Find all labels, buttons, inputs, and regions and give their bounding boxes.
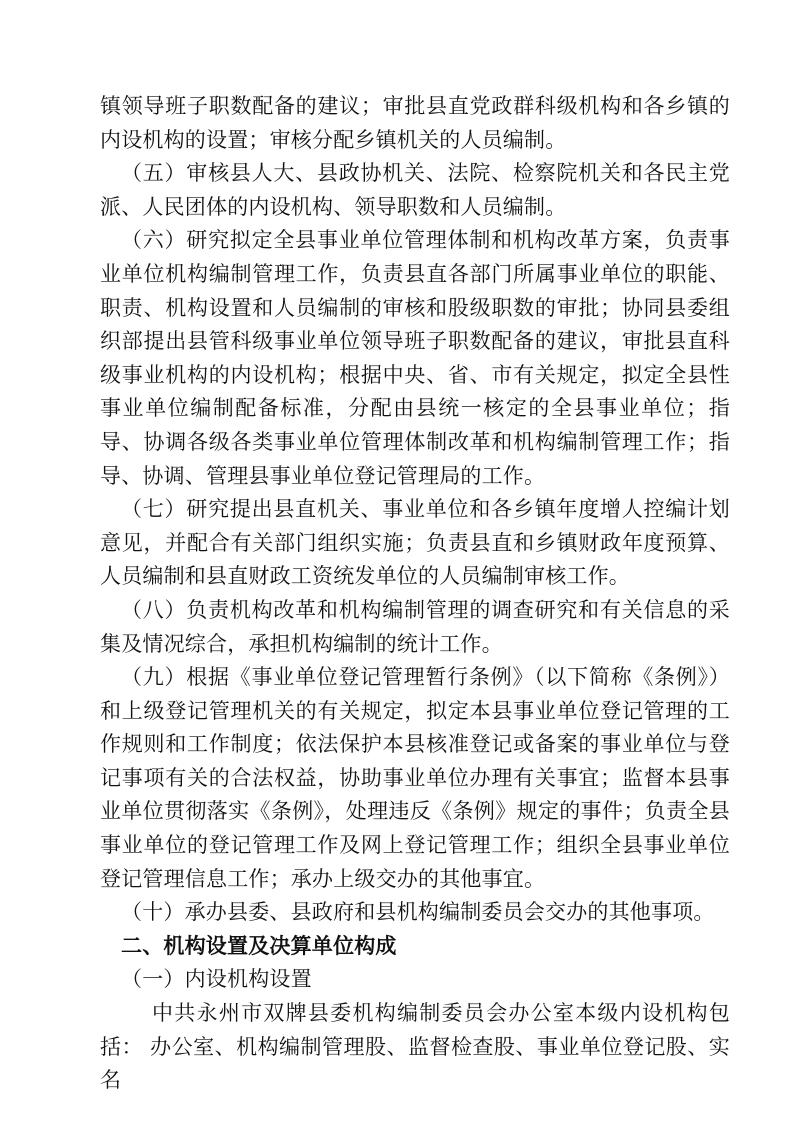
paragraph-internal-structure: 中共永州市双牌县委机构编制委员会办公室本级内设机构包括： 办公室、机构编制管理股、监督检查股、事业单位登记股、实名	[100, 1001, 730, 1093]
paragraph-item-8: （八）负责机构改革和机构编制管理的调查研究和有关信息的采集及情况综合，承担机构编制的统计工作。	[100, 597, 730, 656]
paragraph-item-10: （十）承办县委、县政府和县机构编制委员会交办的其他事项。	[121, 900, 715, 925]
paragraph-continuation: 镇领导班子职数配备的建议；审批县直党政群科级机构和各乡镇的内设机构的设置；审核分配乡镇机关的人员编制。	[100, 94, 730, 152]
section-heading: 二、机构设置及决算单位构成	[121, 933, 397, 958]
subsection-heading: （一）内设机构设置	[121, 967, 312, 992]
paragraph-item-9: （九）根据《事业单位登记管理暂行条例》（以下简称《条例》）和上级登记管理机关的有关规定，拟定本县事业单位登记管理的工作规则和工作制度；依法保护本县核准登记或备案的事业单位与登记事项有关的合法权益，协助事业单位办理有关事宜；监督本县事业单位贯彻落实《条例》，处理违反《条例》规定的事件；负责全县事业单位的登记管理工作及网上登记管理工作；组织全县事业单位登记管理信息工作；承办上级交办的其他事宜。	[100, 665, 730, 891]
document-body	[100, 90, 730, 1098]
paragraph-item-7: （七）研究提出县直机关、事业单位和各乡镇年度增人控编计划意见，并配合有关部门组织实施；负责县直和乡镇财政年度预算、人员编制和县直财政工资统发单位的人员编制审核工作。	[100, 497, 730, 589]
paragraph-item-6: （六）研究拟定全县事业单位管理体制和机构改革方案，负责事业单位机构编制管理工作，负责县直各部门所属事业单位的职能、职责、机构设置和人员编制的审核和股级职数的审批；协同县委组织部提出县管科级事业单位领导班子职数配备的建议，审批县直科级事业机构的内设机构；根据中央、省、市有关规定，拟定全县性事业单位编制配备标准，分配由县统一核定的全县事业单位；指导、协调各级各类事业单位管理体制改革和机构编制管理工作；指导、协调、管理县事业单位登记管理局的工作。	[100, 228, 730, 488]
paragraph-item-5: （五）审核县人大、县政协机关、法院、检察院机关和各民主党派、人民团体的内设机构、领导职数和人员编制。	[100, 161, 730, 219]
